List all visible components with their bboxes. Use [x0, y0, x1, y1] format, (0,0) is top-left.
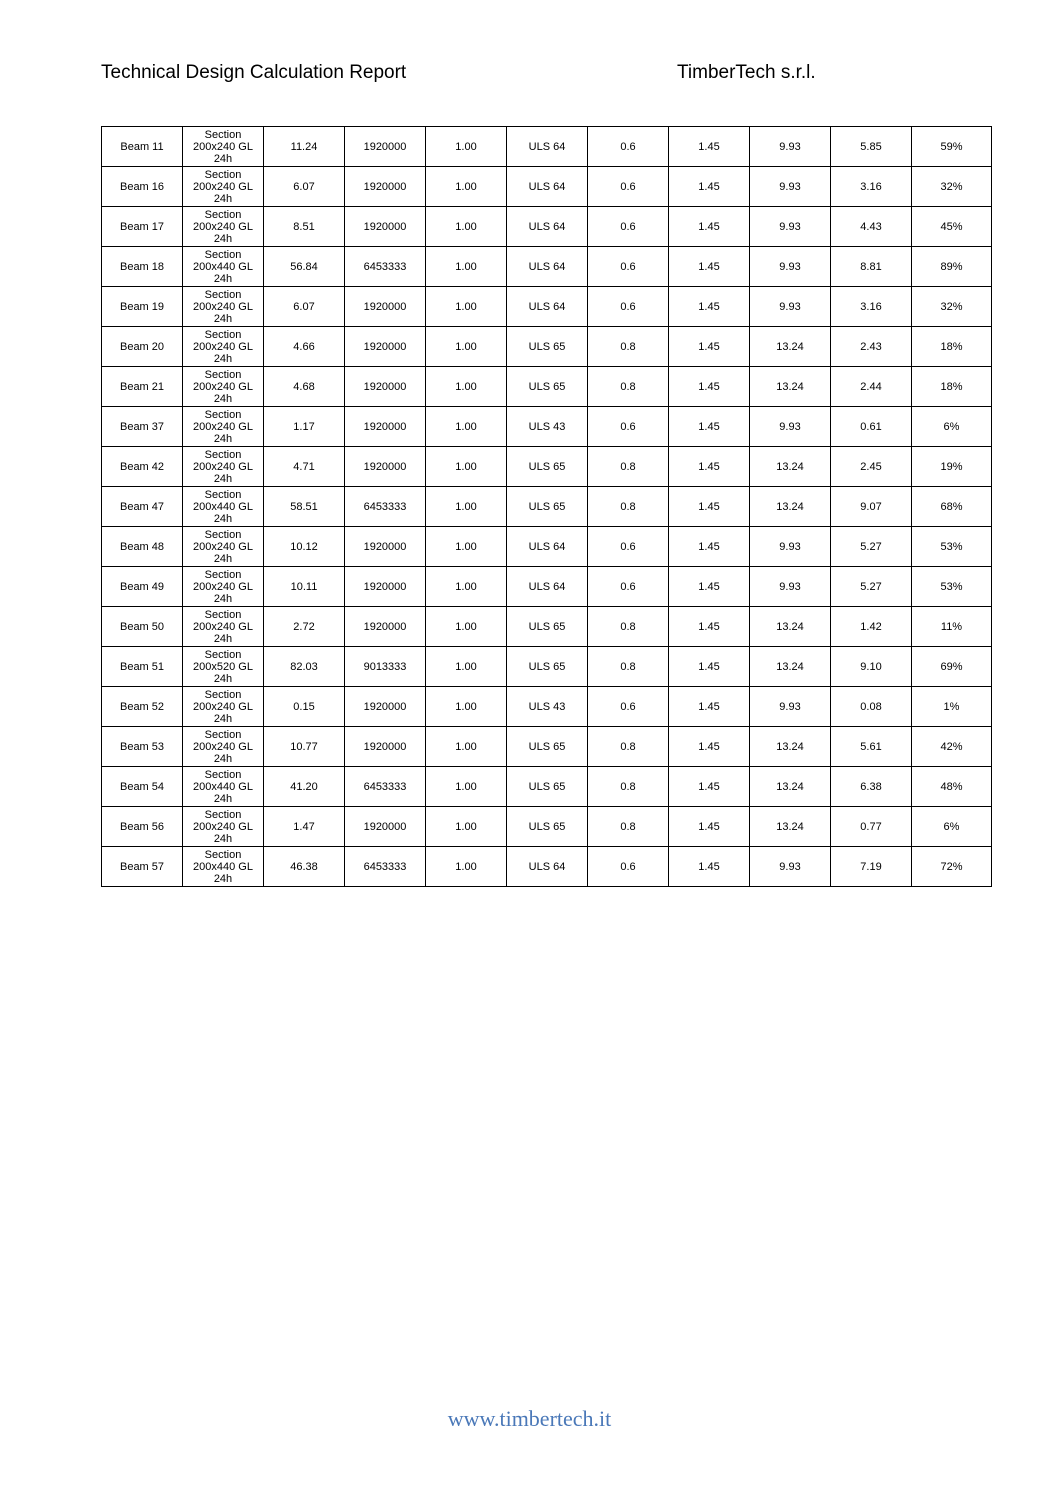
- table-body: [102, 127, 992, 887]
- table-cell: 6.38: [831, 767, 912, 807]
- table-cell: 13.24: [750, 807, 831, 847]
- table-cell: 4.71: [264, 447, 345, 487]
- table-cell: 1.00: [426, 327, 507, 367]
- table-cell: 0.8: [588, 607, 669, 647]
- section-line: 24h: [213, 392, 233, 405]
- table-row: [102, 647, 992, 687]
- section-line: 24h: [213, 792, 233, 805]
- table-row: [102, 127, 992, 167]
- table-cell: 13.24: [750, 727, 831, 767]
- table-row: [102, 607, 992, 647]
- table-cell: 5.85: [831, 127, 912, 167]
- table-cell: 9.93: [750, 207, 831, 247]
- table-cell: 1.45: [669, 647, 750, 687]
- table-cell: 1.00: [426, 407, 507, 447]
- beam-name-cell: Beam 56: [102, 807, 183, 847]
- table-cell: 41.20: [264, 767, 345, 807]
- table-row: [102, 167, 992, 207]
- table-cell: 0.6: [588, 247, 669, 287]
- table-cell: 1.45: [669, 767, 750, 807]
- beam-name-cell: Beam 21: [102, 367, 183, 407]
- section-line: 200x440 GL: [193, 780, 253, 793]
- table-cell: 0.8: [588, 447, 669, 487]
- section-line: 200x240 GL: [193, 740, 253, 753]
- table-row: [102, 487, 992, 527]
- section-line: Section: [204, 488, 242, 501]
- table-cell: 42%: [912, 727, 992, 767]
- table-cell: 9.93: [750, 567, 831, 607]
- section-line: Section: [204, 248, 242, 261]
- section-line: Section: [204, 768, 242, 781]
- table-cell: 13.24: [750, 767, 831, 807]
- table-row: [102, 807, 992, 847]
- section-line: 200x240 GL: [193, 340, 253, 353]
- beam-name-cell: Beam 57: [102, 847, 183, 887]
- table-cell: ULS 65: [507, 647, 588, 687]
- table-cell: 58.51: [264, 487, 345, 527]
- table-cell: 2.44: [831, 367, 912, 407]
- table-cell: 1920000: [345, 167, 426, 207]
- table-cell: 9013333: [345, 647, 426, 687]
- table-cell: 1920000: [345, 287, 426, 327]
- table-cell: 53%: [912, 567, 992, 607]
- table-cell: 68%: [912, 487, 992, 527]
- table-cell: 1.00: [426, 607, 507, 647]
- table-cell: 10.77: [264, 727, 345, 767]
- table-cell: 3.16: [831, 287, 912, 327]
- section-line: 200x520 GL: [193, 660, 253, 673]
- table-row: [102, 687, 992, 727]
- section-line: 24h: [213, 592, 233, 605]
- beam-name-cell: Beam 54: [102, 767, 183, 807]
- footer-website-link[interactable]: www.timbertech.it: [447, 1406, 612, 1431]
- beam-name-cell: Beam 20: [102, 327, 183, 367]
- table-cell: 0.6: [588, 527, 669, 567]
- table-cell: 0.6: [588, 687, 669, 727]
- table-cell: 1.45: [669, 167, 750, 207]
- table-cell: 1920000: [345, 607, 426, 647]
- table-cell: 1920000: [345, 407, 426, 447]
- table-cell: 6%: [912, 407, 992, 447]
- table-cell: 13.24: [750, 327, 831, 367]
- table-cell: 9.93: [750, 247, 831, 287]
- table-cell: ULS 65: [507, 487, 588, 527]
- section-cell: [183, 607, 264, 647]
- section-line: 24h: [213, 432, 233, 445]
- table-cell: 9.93: [750, 847, 831, 887]
- table-cell: 0.8: [588, 327, 669, 367]
- section-line: 200x240 GL: [193, 620, 253, 633]
- table-cell: 1.45: [669, 727, 750, 767]
- section-line: 200x240 GL: [193, 300, 253, 313]
- section-line: 200x240 GL: [193, 380, 253, 393]
- section-line: Section: [204, 168, 242, 181]
- table-cell: 9.93: [750, 527, 831, 567]
- table-cell: 18%: [912, 367, 992, 407]
- report-title: Technical Design Calculation Report: [101, 62, 407, 83]
- table-cell: 69%: [912, 647, 992, 687]
- table-cell: 1.45: [669, 847, 750, 887]
- beam-name-cell: Beam 52: [102, 687, 183, 727]
- table-cell: 0.8: [588, 807, 669, 847]
- section-cell: [183, 247, 264, 287]
- beam-name-cell: Beam 11: [102, 127, 183, 167]
- beam-name-cell: Beam 17: [102, 207, 183, 247]
- section-cell: [183, 527, 264, 567]
- table-cell: 7.19: [831, 847, 912, 887]
- table-cell: 1.45: [669, 807, 750, 847]
- table-row: [102, 767, 992, 807]
- section-line: 24h: [213, 352, 233, 365]
- section-line: 24h: [213, 872, 233, 885]
- table-cell: 13.24: [750, 367, 831, 407]
- table-cell: 1.45: [669, 127, 750, 167]
- section-line: Section: [204, 368, 242, 381]
- table-cell: 0.77: [831, 807, 912, 847]
- table-cell: 1.00: [426, 767, 507, 807]
- table-cell: 1.42: [831, 607, 912, 647]
- section-line: 200x240 GL: [193, 420, 253, 433]
- table-cell: 1920000: [345, 687, 426, 727]
- table-cell: 1.00: [426, 247, 507, 287]
- table-cell: ULS 64: [507, 287, 588, 327]
- table-cell: 1.45: [669, 447, 750, 487]
- table-cell: 0.6: [588, 167, 669, 207]
- table-cell: ULS 64: [507, 527, 588, 567]
- section-line: 24h: [213, 232, 233, 245]
- beam-name-cell: Beam 16: [102, 167, 183, 207]
- table-cell: 13.24: [750, 607, 831, 647]
- table-cell: ULS 65: [507, 327, 588, 367]
- table-cell: ULS 64: [507, 567, 588, 607]
- table-cell: 6.07: [264, 167, 345, 207]
- table-cell: 9.93: [750, 687, 831, 727]
- table-cell: 1.45: [669, 567, 750, 607]
- section-line: Section: [204, 688, 242, 701]
- table-cell: 6.07: [264, 287, 345, 327]
- table-cell: 72%: [912, 847, 992, 887]
- table-cell: ULS 65: [507, 367, 588, 407]
- table-cell: 2.72: [264, 607, 345, 647]
- section-cell: [183, 367, 264, 407]
- section-line: 200x240 GL: [193, 540, 253, 553]
- table-cell: 45%: [912, 207, 992, 247]
- table-cell: 4.66: [264, 327, 345, 367]
- section-line: Section: [204, 848, 242, 861]
- beam-name-cell: Beam 47: [102, 487, 183, 527]
- table-cell: 1920000: [345, 207, 426, 247]
- section-line: 24h: [213, 512, 233, 525]
- table-cell: 1920000: [345, 527, 426, 567]
- table-cell: 19%: [912, 447, 992, 487]
- section-line: 200x240 GL: [193, 180, 253, 193]
- section-line: 200x440 GL: [193, 260, 253, 273]
- table-row: [102, 407, 992, 447]
- table-row: [102, 447, 992, 487]
- table-cell: 1.17: [264, 407, 345, 447]
- table-cell: 82.03: [264, 647, 345, 687]
- table-cell: 0.08: [831, 687, 912, 727]
- table-cell: 1920000: [345, 807, 426, 847]
- table-cell: 1.45: [669, 287, 750, 327]
- table-cell: 1.00: [426, 167, 507, 207]
- table-cell: 1920000: [345, 567, 426, 607]
- table-cell: 1%: [912, 687, 992, 727]
- table-cell: 0.6: [588, 207, 669, 247]
- section-cell: [183, 207, 264, 247]
- table-cell: 1.45: [669, 687, 750, 727]
- section-line: Section: [204, 128, 242, 141]
- table-cell: ULS 64: [507, 847, 588, 887]
- table-cell: 6453333: [345, 847, 426, 887]
- section-line: 200x240 GL: [193, 700, 253, 713]
- table-row: [102, 847, 992, 887]
- section-line: Section: [204, 648, 242, 661]
- table-cell: ULS 65: [507, 607, 588, 647]
- table-cell: 1.00: [426, 807, 507, 847]
- section-line: 200x240 GL: [193, 220, 253, 233]
- table-cell: 13.24: [750, 447, 831, 487]
- table-cell: 46.38: [264, 847, 345, 887]
- beam-name-cell: Beam 51: [102, 647, 183, 687]
- section-line: Section: [204, 288, 242, 301]
- table-cell: 1920000: [345, 127, 426, 167]
- table-cell: 6%: [912, 807, 992, 847]
- beam-name-cell: Beam 53: [102, 727, 183, 767]
- table-cell: 1.45: [669, 327, 750, 367]
- table-cell: 0.15: [264, 687, 345, 727]
- section-cell: [183, 287, 264, 327]
- table-cell: 0.8: [588, 767, 669, 807]
- table-row: [102, 207, 992, 247]
- table-cell: 0.61: [831, 407, 912, 447]
- section-line: 200x240 GL: [193, 460, 253, 473]
- table-cell: 1920000: [345, 367, 426, 407]
- table-cell: 9.07: [831, 487, 912, 527]
- table-cell: 6453333: [345, 487, 426, 527]
- table-cell: 59%: [912, 127, 992, 167]
- table-cell: 1.45: [669, 527, 750, 567]
- table-cell: 9.10: [831, 647, 912, 687]
- table-cell: 1920000: [345, 327, 426, 367]
- section-line: Section: [204, 808, 242, 821]
- beam-name-cell: Beam 42: [102, 447, 183, 487]
- beam-name-cell: Beam 50: [102, 607, 183, 647]
- table-cell: 1.47: [264, 807, 345, 847]
- section-line: 24h: [213, 472, 233, 485]
- section-line: 200x440 GL: [193, 500, 253, 513]
- section-cell: [183, 327, 264, 367]
- table-cell: 6453333: [345, 247, 426, 287]
- table-cell: ULS 65: [507, 447, 588, 487]
- section-line: 24h: [213, 712, 233, 725]
- section-cell: [183, 447, 264, 487]
- section-cell: [183, 727, 264, 767]
- section-line: 200x240 GL: [193, 580, 253, 593]
- table-cell: 9.93: [750, 167, 831, 207]
- section-cell: [183, 647, 264, 687]
- table-row: [102, 567, 992, 607]
- section-line: 24h: [213, 312, 233, 325]
- section-cell: [183, 807, 264, 847]
- section-cell: [183, 567, 264, 607]
- table-cell: 13.24: [750, 487, 831, 527]
- table-cell: 1.00: [426, 367, 507, 407]
- table-cell: ULS 64: [507, 127, 588, 167]
- beam-verification-table: [101, 126, 992, 887]
- section-line: 24h: [213, 272, 233, 285]
- section-line: Section: [204, 208, 242, 221]
- table-cell: 6453333: [345, 767, 426, 807]
- table-cell: 1.45: [669, 407, 750, 447]
- section-line: Section: [204, 408, 242, 421]
- table-cell: 11%: [912, 607, 992, 647]
- beam-name-cell: Beam 18: [102, 247, 183, 287]
- table-cell: 32%: [912, 167, 992, 207]
- company-name: TimberTech s.r.l.: [677, 62, 816, 83]
- section-line: 24h: [213, 152, 233, 165]
- section-cell: [183, 487, 264, 527]
- section-line: 24h: [213, 672, 233, 685]
- table-cell: 1.00: [426, 727, 507, 767]
- table-cell: ULS 64: [507, 207, 588, 247]
- table-row: [102, 727, 992, 767]
- table-cell: ULS 64: [507, 167, 588, 207]
- table-cell: ULS 43: [507, 687, 588, 727]
- section-cell: [183, 167, 264, 207]
- table-cell: 5.61: [831, 727, 912, 767]
- table-cell: 3.16: [831, 167, 912, 207]
- table-cell: 13.24: [750, 647, 831, 687]
- section-line: 200x240 GL: [193, 140, 253, 153]
- beam-name-cell: Beam 48: [102, 527, 183, 567]
- section-line: 200x240 GL: [193, 820, 253, 833]
- table-row: [102, 527, 992, 567]
- section-line: Section: [204, 528, 242, 541]
- table-cell: 0.8: [588, 647, 669, 687]
- section-line: 24h: [213, 192, 233, 205]
- table-cell: 0.6: [588, 127, 669, 167]
- table-cell: 1.00: [426, 127, 507, 167]
- table-cell: 10.11: [264, 567, 345, 607]
- table-cell: 1.45: [669, 247, 750, 287]
- beam-name-cell: Beam 37: [102, 407, 183, 447]
- section-line: 24h: [213, 632, 233, 645]
- table-cell: 1.00: [426, 527, 507, 567]
- section-line: Section: [204, 328, 242, 341]
- table-cell: 2.45: [831, 447, 912, 487]
- section-line: Section: [204, 608, 242, 621]
- table-cell: 1.00: [426, 207, 507, 247]
- table-row: [102, 287, 992, 327]
- table-cell: 4.43: [831, 207, 912, 247]
- table-cell: 1.00: [426, 287, 507, 327]
- table-cell: 1.00: [426, 567, 507, 607]
- section-line: Section: [204, 728, 242, 741]
- table-cell: 0.6: [588, 847, 669, 887]
- table-cell: 1.45: [669, 487, 750, 527]
- table-cell: 9.93: [750, 287, 831, 327]
- table-cell: 48%: [912, 767, 992, 807]
- table-cell: 53%: [912, 527, 992, 567]
- section-line: 24h: [213, 552, 233, 565]
- table-cell: 1.00: [426, 487, 507, 527]
- section-cell: [183, 127, 264, 167]
- table-cell: 0.8: [588, 727, 669, 767]
- section-line: 200x440 GL: [193, 860, 253, 873]
- table-cell: ULS 43: [507, 407, 588, 447]
- table-cell: 10.12: [264, 527, 345, 567]
- table-row: [102, 327, 992, 367]
- beam-name-cell: Beam 49: [102, 567, 183, 607]
- table-row: [102, 367, 992, 407]
- table-cell: 1.45: [669, 367, 750, 407]
- section-line: Section: [204, 448, 242, 461]
- table-cell: 0.6: [588, 567, 669, 607]
- table-cell: 1.45: [669, 207, 750, 247]
- table-cell: 1.00: [426, 647, 507, 687]
- table-cell: 1.45: [669, 607, 750, 647]
- table-cell: 9.93: [750, 127, 831, 167]
- table-cell: 5.27: [831, 527, 912, 567]
- table-cell: 0.8: [588, 367, 669, 407]
- table-cell: ULS 64: [507, 247, 588, 287]
- table-cell: 32%: [912, 287, 992, 327]
- table-cell: 1920000: [345, 727, 426, 767]
- table-cell: 1.00: [426, 847, 507, 887]
- section-cell: [183, 767, 264, 807]
- section-cell: [183, 847, 264, 887]
- table-cell: 1.00: [426, 687, 507, 727]
- table-cell: ULS 65: [507, 767, 588, 807]
- table-cell: 0.6: [588, 287, 669, 327]
- table-cell: 9.93: [750, 407, 831, 447]
- beam-name-cell: Beam 19: [102, 287, 183, 327]
- table-cell: 8.81: [831, 247, 912, 287]
- table-cell: 89%: [912, 247, 992, 287]
- table-cell: 0.8: [588, 487, 669, 527]
- table-cell: 18%: [912, 327, 992, 367]
- table-cell: 0.6: [588, 407, 669, 447]
- section-line: 24h: [213, 752, 233, 765]
- table-cell: 5.27: [831, 567, 912, 607]
- section-line: Section: [204, 568, 242, 581]
- table-row: [102, 247, 992, 287]
- section-cell: [183, 687, 264, 727]
- table-cell: ULS 65: [507, 727, 588, 767]
- table-cell: 4.68: [264, 367, 345, 407]
- table-cell: 8.51: [264, 207, 345, 247]
- table-cell: 1920000: [345, 447, 426, 487]
- table-cell: 11.24: [264, 127, 345, 167]
- table-cell: 2.43: [831, 327, 912, 367]
- section-cell: [183, 407, 264, 447]
- section-line: 24h: [213, 832, 233, 845]
- table-cell: 1.00: [426, 447, 507, 487]
- table-cell: 56.84: [264, 247, 345, 287]
- table-cell: ULS 65: [507, 807, 588, 847]
